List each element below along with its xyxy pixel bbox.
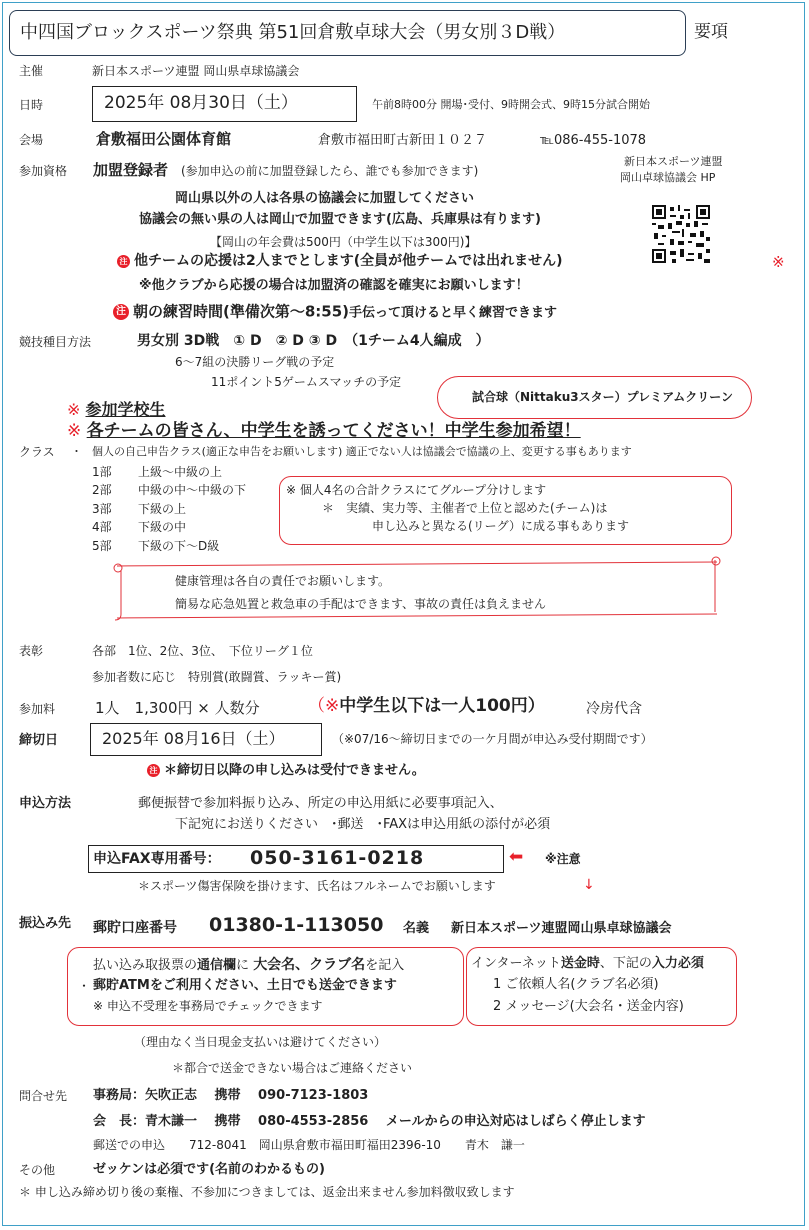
deadline-label: 締切日 (19, 733, 59, 748)
fee-note-text: 中学生以下は一人100円） (339, 696, 545, 716)
inquiry-label: 問合せ先 (19, 1089, 68, 1103)
fee-extra: 冷房代含 (586, 701, 642, 717)
event-label: 競技種目方法 (19, 335, 92, 349)
other-label: その他 (19, 1163, 56, 1177)
page-title: 中四国ブロックスポーツ祭典 第51回倉敷卓球大会（男女別３D戦） (20, 22, 566, 43)
insurance-note: ＊スポーツ傷害保険を掛けます、氏名はフルネームでお願いします (138, 879, 496, 893)
title-suffix: 要項 (694, 22, 728, 42)
health-line-2: 簡易な応急処置と救急車の手配はできます、事故の責任は負えません (175, 597, 547, 611)
account-name: 新日本スポーツ連盟岡山県卓球協議会 (451, 921, 672, 936)
venue-name: 倉敷福田公園体育館 (96, 130, 232, 148)
event-date: 2025年 08月30日（土） (104, 93, 298, 113)
internet-note-1b: 送金時 (560, 956, 600, 971)
bib-required: ゼッケンは必須です(名前のわかるもの) (93, 1162, 325, 1177)
division-5-level: 下級の下〜D級 (138, 539, 220, 553)
postal-note-bullet: ・ (78, 979, 91, 993)
group-note-2: ＊ 実績、実力等、主催者で上位と認めた(チーム)は (322, 501, 608, 515)
match-ball: 試合球（Nittaku3スター）プレミアムクリーン (472, 390, 734, 404)
awards-line-1: 各部 1位、2位、3位、 下位リーグ１位 (92, 644, 313, 658)
division-5-name: 5部 (92, 539, 112, 553)
internet-note-3: 2 メッセージ(大会名・送金内容) (493, 999, 684, 1014)
inquiry-chair: 会 長：青木謙一 携帯 080-4553-2856 メールからの申込対応はしばらく停止します (93, 1114, 646, 1129)
postal-note-1d: 大会名、クラブ名 (253, 957, 366, 973)
event-schedule: 午前8時00分 開場･受付、9時開会式、9時15分試合開始 (372, 98, 650, 111)
postal-note-1 (93, 958, 404, 972)
event-games: 11ポイント5ゲームスマッチの予定 (211, 375, 402, 389)
internet-note-1a: インターネット (471, 956, 561, 971)
practice-time (113, 304, 557, 320)
support-confirm: ※他クラブから応援の場合は加盟済の確認を確実にお願いします！ (139, 278, 529, 293)
notice-mark-1: ※ (67, 400, 81, 419)
venue-label: 会場 (19, 133, 44, 147)
inquiry-mail: 郵送での申込 712-8041 岡山県倉敷市福田町福田2396-10 青木 謙一 (93, 1138, 525, 1152)
health-scroll (111, 556, 723, 622)
division-1-name: 1部 (92, 465, 112, 479)
date-label: 日時 (19, 98, 44, 112)
event-league: 6〜7組の決勝リーグ戦の予定 (175, 355, 335, 369)
qr-code[interactable] (652, 205, 710, 263)
internet-note-2: 1 ご依頼人名(クラブ名必須) (493, 977, 659, 992)
support-rule (117, 254, 563, 268)
hp-caption-2: 岡山卓球協議会 HP (620, 171, 716, 184)
internet-note-1c: 、下記の (599, 956, 652, 971)
hp-caption-1: 新日本スポーツ連盟 (624, 155, 723, 168)
caution-badge-icon: 注 (113, 304, 129, 320)
deadline-note (147, 764, 425, 777)
class-bullet: ・ (71, 445, 82, 458)
contact-note: ＊都合で送金できない場合はご連絡ください (172, 1061, 413, 1075)
arrow-down-icon: ↓ (583, 877, 595, 893)
class-intro: 個人の自己申告クラス(適正な申告をお願いします) 適正でない人は協議会で協議の上、変更する事もあります (92, 445, 632, 458)
notice-invite (67, 423, 581, 440)
cash-note: （理由なく当日現金支払いは避けてください） (134, 1035, 387, 1049)
notice-school (67, 402, 166, 418)
apply-line-2: 下記宛にお送りください ･郵送 ･FAXは申込用紙の添付が必須 (175, 817, 551, 832)
fee-amount: 1人 1,300円 × 人数分 (95, 699, 260, 717)
fee-note (308, 698, 545, 715)
deadline-note-text: ＊締切日以降の申し込みは受付できません。 (164, 763, 425, 778)
account-label: 郵貯口座番号 (93, 920, 177, 936)
deadline-date: 2025年 08月16日（土） (102, 729, 285, 748)
refund-policy: ＊ 申し込み締め切り後の棄権、不参加につきましては、返金出来ません参加料徴収致します (19, 1185, 515, 1199)
notice-mark-2: ※ (67, 421, 82, 441)
eligibility-label: 参加資格 (19, 164, 68, 178)
deadline-period: （※07/16〜締切日までの一ケ月間が申込み受付期間です） (332, 732, 653, 746)
fax-label: 申込FAX専用番号： (93, 851, 221, 867)
support-rule-text: 他チームの応援は2人までとします(全員が他チームでは出れません) (134, 253, 563, 269)
internet-note-1 (471, 957, 704, 970)
awards-label: 表彰 (19, 644, 44, 658)
organizer-value: 新日本スポーツ連盟 岡山県卓球協議会 (92, 64, 300, 78)
fax-caution: ※注意 (545, 852, 581, 866)
caution-badge-icon: 注 (147, 764, 160, 777)
account-number[interactable]: 01380-1-113050 (209, 914, 384, 936)
division-3-name: 3部 (92, 502, 112, 516)
venue-address: 倉敷市福田町古新田１０２７ (318, 133, 488, 148)
eligibility-note: (参加申込の前に加盟登録したら、誰でも参加できます) (181, 164, 479, 178)
practice-time-main: 朝の練習時間(準備次第〜8:55) (133, 302, 350, 321)
apply-label: 申込方法 (19, 796, 72, 811)
postal-note-1a: 払い込み取扱票の (93, 958, 198, 973)
eligibility-main: 加盟登録者 (93, 161, 169, 179)
inquiry-office: 事務局：矢吹正志 携帯 090-7123-1803 (93, 1088, 369, 1103)
practice-time-help: 手伝って頂けると早く練習できます (349, 305, 558, 321)
division-2-name: 2部 (92, 483, 112, 497)
group-note-1: ※ 個人4名の合計クラスにてグループ分けします (286, 483, 547, 497)
division-4-name: 4部 (92, 520, 112, 534)
caution-badge-icon: 注 (117, 255, 130, 268)
fee-note-mark: （※ (308, 696, 340, 716)
account-name-label: 名義 (403, 921, 430, 936)
awards-line-2: 参加者数に応じ 特別賞(敢闘賞、ラッキー賞) (92, 670, 342, 684)
postal-note-1e: を記入 (365, 958, 405, 973)
eligibility-line-2: 協議会の無い県の人は岡山で加盟できます(広島、兵庫県は有ります) (139, 212, 541, 227)
notice-school-text: 参加学校生 (85, 400, 166, 419)
group-note-3: 申し込みと異なる(リーグ）に成る事もあります (372, 519, 630, 533)
organizer-label: 主催 (19, 64, 44, 78)
postal-note-1b: 通信欄 (197, 958, 237, 973)
venue-tel: ℡086-455-1078 (540, 133, 647, 148)
class-label: クラス (19, 445, 55, 459)
event-format: 男女別 3D戦 ① D ② D ③ D （1チーム4人編成 ） (137, 333, 490, 349)
side-mark: ※ (772, 253, 785, 271)
arrow-left-icon: ⬅ (509, 847, 524, 867)
division-2-level: 中級の中〜中級の下 (138, 483, 247, 497)
apply-line-1: 郵便振替で参加料振り込み、所定の申込用紙に必要事項記入、 (138, 796, 503, 811)
notice-invite-text: 各チームの皆さん、中学生を誘ってください！中学生参加希望！ (86, 421, 581, 441)
eligibility-line-3: 【岡山の年会費は500円（中学生以下は300円)】 (210, 235, 477, 249)
internet-note-1d: 入力必須 (651, 956, 704, 971)
division-3-level: 下級の上 (138, 502, 187, 516)
division-1-level: 上級〜中級の上 (138, 465, 223, 479)
postal-note-2: 郵貯ATMをご利用ください、土日でも送金できます (93, 978, 397, 993)
division-4-level: 下級の中 (138, 520, 187, 534)
postal-note-3: ※ 申込不受理を事務局でチェックできます (93, 999, 323, 1013)
eligibility-line-1: 岡山県以外の人は各県の協議会に加盟してください (175, 191, 475, 206)
fax-number[interactable]: 050-3161-0218 (250, 847, 425, 869)
fee-label: 参加料 (19, 702, 56, 716)
transfer-label: 振込み先 (19, 916, 72, 931)
health-line-1: 健康管理は各自の責任でお願いします。 (175, 574, 391, 588)
postal-note-1c: に (236, 958, 250, 973)
